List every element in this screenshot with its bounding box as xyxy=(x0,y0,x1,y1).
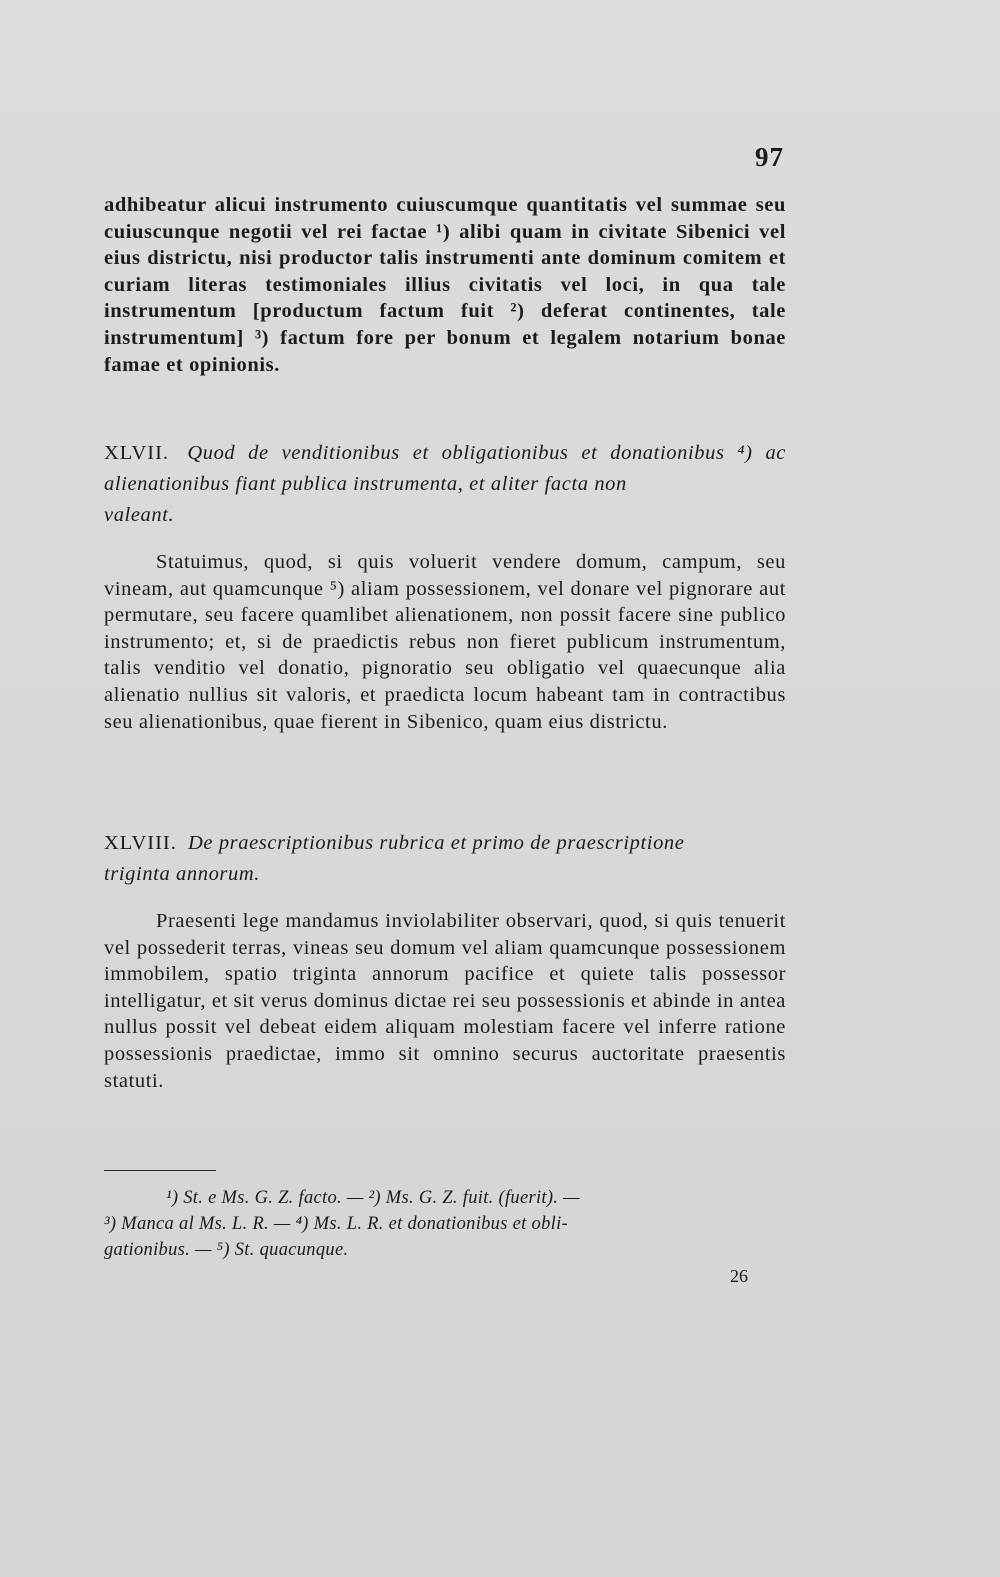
page-number: 97 xyxy=(755,142,784,172)
section-xlviii-body: Praesenti lege mandamus inviolabiliter observari, quod, si quis tenuerit vel possederit terras, vineas seu domum vel aliam quamcunque possessionem immobilem, spatio triginta annorum pacifice et quiete talis possessor intelligatur, et sit verus dominus dictae rei seu possessionis et abinde in antea nullus possit vel debeat eidem aliquam molestiam facere vel inferre ratione possessionis praedictae, immo sit omnino securus auctoritate praesentis statuti. xyxy=(104,910,786,1092)
section-xlviii-title: De praescriptionibus rubrica et primo de praescriptione xyxy=(187,832,685,854)
footnote-divider xyxy=(104,1170,216,1171)
intro-paragraph: adhibeatur alicui instrumento cuiuscumque quantitatis vel summae seu cuiuscunque negotii vel rei factae ¹) alibi quam in civitate Sibenici vel eius districtu, nisi productor talis instrumenti ante dominum comitem et curiam literas testimoniales illius civitatis vel loci, in qua tale instrumentum [productum factum fuit ²) deferat continentes, tale instrumentum] ³) factum fore per bonum et legalem notarium bonae famae et opinionis. xyxy=(104,194,786,376)
section-xlviii-heading xyxy=(104,828,786,890)
footnotes xyxy=(104,1185,786,1263)
section-xlviii-title-end: triginta annorum. xyxy=(104,863,260,885)
footnote-line-2: ³) Manca al Ms. L. R. — ⁴) Ms. L. R. et donationibus et obli- xyxy=(104,1214,568,1234)
footnote-line-1: ¹) St. e Ms. G. Z. facto. — ²) Ms. G. Z. fuit. (fuerit). — xyxy=(166,1188,580,1208)
footnote-line-3: gationibus. — ⁵) St. quacunque. xyxy=(104,1240,349,1260)
section-xlviii xyxy=(104,828,786,1094)
signature-mark: 26 xyxy=(730,1266,748,1286)
intro-paragraph-block xyxy=(104,192,786,378)
section-xlvii-title-end: valeant. xyxy=(104,504,175,526)
section-xlvii-heading xyxy=(104,438,786,531)
section-xlvii-title: Quod de venditionibus et obligationibus et donationibus ⁴) ac alienationibus fiant publica instrumenta, et aliter facta non xyxy=(104,442,787,495)
section-xlvii-body: Statuimus, quod, si quis voluerit vendere domum, campum, seu vineam, aut quamcunque ⁵) aliam possessionem, vel donare vel pignorare aut permutare, seu facere quamlibet alienationem, non possit facere sine publico instrumento; et, si de praedictis rebus non fieret publicum instrumentum, talis venditio vel donatio, pignoratio seu obligatio vel quaecunque alia alienatio nullius sit valoris, et praedicta locum habeant tam in contractibus seu alienationibus, quae fierent in Sibenico, quam eius districtu. xyxy=(104,551,786,733)
section-xlvii-number: XLVII. xyxy=(104,442,170,464)
section-xlvii xyxy=(104,438,786,735)
section-xlviii-number: XLVIII. xyxy=(104,832,177,854)
